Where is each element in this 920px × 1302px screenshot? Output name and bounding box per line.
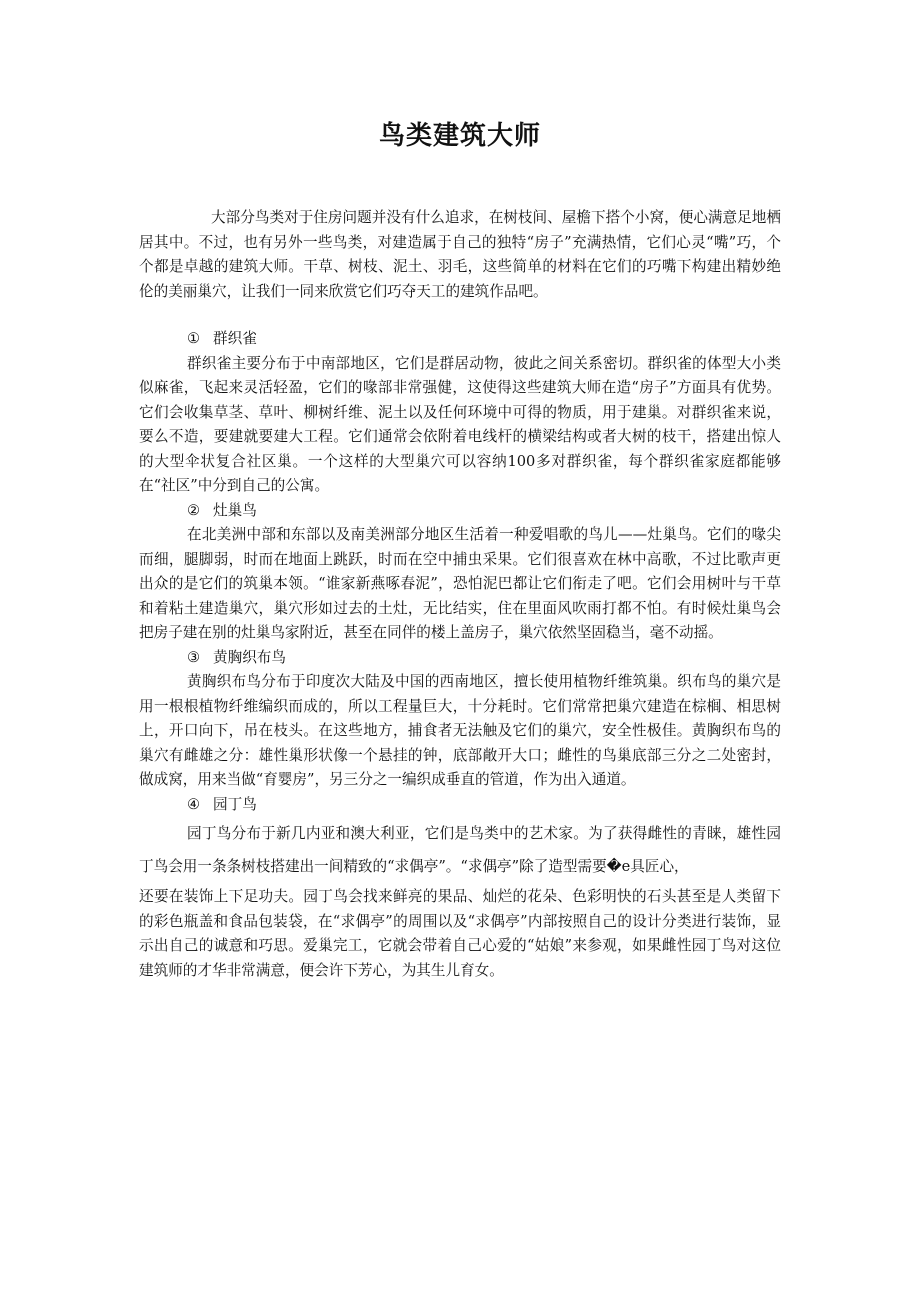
section-paragraph-2: 在北美洲中部和东部以及南美洲部分地区生活着一种爱唱歌的鸟儿——灶巢鸟。它们的喙尖而细，腿脚弱，时而在地面上跳跃，时而在空中捕虫采果。它们很喜欢在林中高歌，不过比歌声更出众的是它们的筑巢本领。“谁家新燕啄春泥”，恐怕泥巴都让它们衔走了吧。它们会用树叶与干草和着粘土建造巢穴，巢穴形如过去的土灶，无比结实，住在里面风吹雨打都不怕。有时候灶巢鸟会把房子建在别的灶巢鸟家附近，甚至在同伴的楼上盖房子，巢穴依然坚固稳当，毫不动摇。 <box>139 526 781 641</box>
section-paragraph-1: 群织雀主要分布于中南部地区，它们是群居动物，彼此之间关系密切。群织雀的体型大小类似麻雀，飞起来灵活轻盈，它们的喙部非常强健，这使得这些建筑大师在造“房子”方面具有优势。它们会收集草茎、草叶、柳树纤维、泥土以及任何环境中可得的物质，用于建巢。对群织雀来说，要么不造，要建就要建大工程。它们通常会依附着电线杆的横梁结构或者大树的枝干，搭建出惊人的大型伞状复合社区巢。一个这样的大型巢穴可以容纳100多对群织雀，每个群织雀家庭都能够在“社区”中分到自己的公寓。 <box>139 354 781 494</box>
section-title: 黄胸织布鸟 <box>213 648 286 666</box>
section-number: ③ <box>187 648 201 666</box>
section-title: 群织雀 <box>213 330 257 347</box>
section-heading-2 <box>139 499 781 524</box>
section-heading-3 <box>139 646 781 671</box>
section-number: ④ <box>187 795 201 813</box>
section-paragraph-3: 黄胸织布鸟分布于印度次大陆及中国的西南地区，擅长使用植物纤维筑巢。织布鸟的巢穴是用一根根植物纤维编织而成的，所以工程量巨大，十分耗时。它们常常把巢穴建造在棕榈、相思树上，开口向下，吊在枝头。在这些地方，捕食者无法触及它们的巢穴，安全性极佳。黄胸织布鸟的巢穴有雌雄之分：雄性巢形状像一个悬挂的钟，底部敞开大口；雌性的鸟巢底部三分之二处密封，做成窝，用来当做“育婴房”，另三分之一编织成垂直的管道，作为出入通道。 <box>139 673 781 788</box>
document-title: 鸟类建筑大师 <box>378 121 541 151</box>
section-heading-1 <box>139 327 781 352</box>
section-title: 园丁鸟 <box>213 795 257 813</box>
section-number: ② <box>187 501 201 519</box>
section-paragraph-4-part-2: 还要在装饰上下足功夫。园丁鸟会找来鲜亮的果品、灿烂的花朵、色彩明快的石头甚至是人类留下的彩色瓶盖和食品包装袋，在“求偶亭”的周围以及“求偶亭”内部按照自己的设计分类进行装饰，显示出自己的诚意和巧思。爱巢完工，它就会带着自己心爱的“姑娘”来参观，如果雌性园丁鸟对这位建筑师的才华非常满意，便会许下芳心，为其生儿育女。 <box>139 888 781 979</box>
document-body <box>139 327 781 983</box>
intro-paragraph: 大部分鸟类对于住房问题并没有什么追求，在树枝间、屋檐下搭个小窝，便心满意足地栖居其中。不过，也有另外一些鸟类，对建造属于自己的独特“房子”充满热情，它们心灵“嘴”巧，个个都是卓越的建筑大师。干草、树枝、泥土、羽毛，这些简单的材料在它们的巧嘴下构建出精妙绝伦的美丽巢穴，让我们一同来欣赏它们巧夺天工的建筑作品吧。 <box>139 209 781 300</box>
section-heading-4 <box>139 793 781 818</box>
section-paragraph-4-part-1: 园丁鸟分布于新几内亚和澳大利亚，它们是鸟类中的艺术家。为了获得雌性的青睐，雄性园丁鸟会用一条条树枝搭建出一间精致的“求偶亭”。“求偶亭”除了造型需要�e具匠心， <box>139 825 781 875</box>
section-number: ① <box>187 330 201 347</box>
section-title: 灶巢鸟 <box>213 501 257 519</box>
